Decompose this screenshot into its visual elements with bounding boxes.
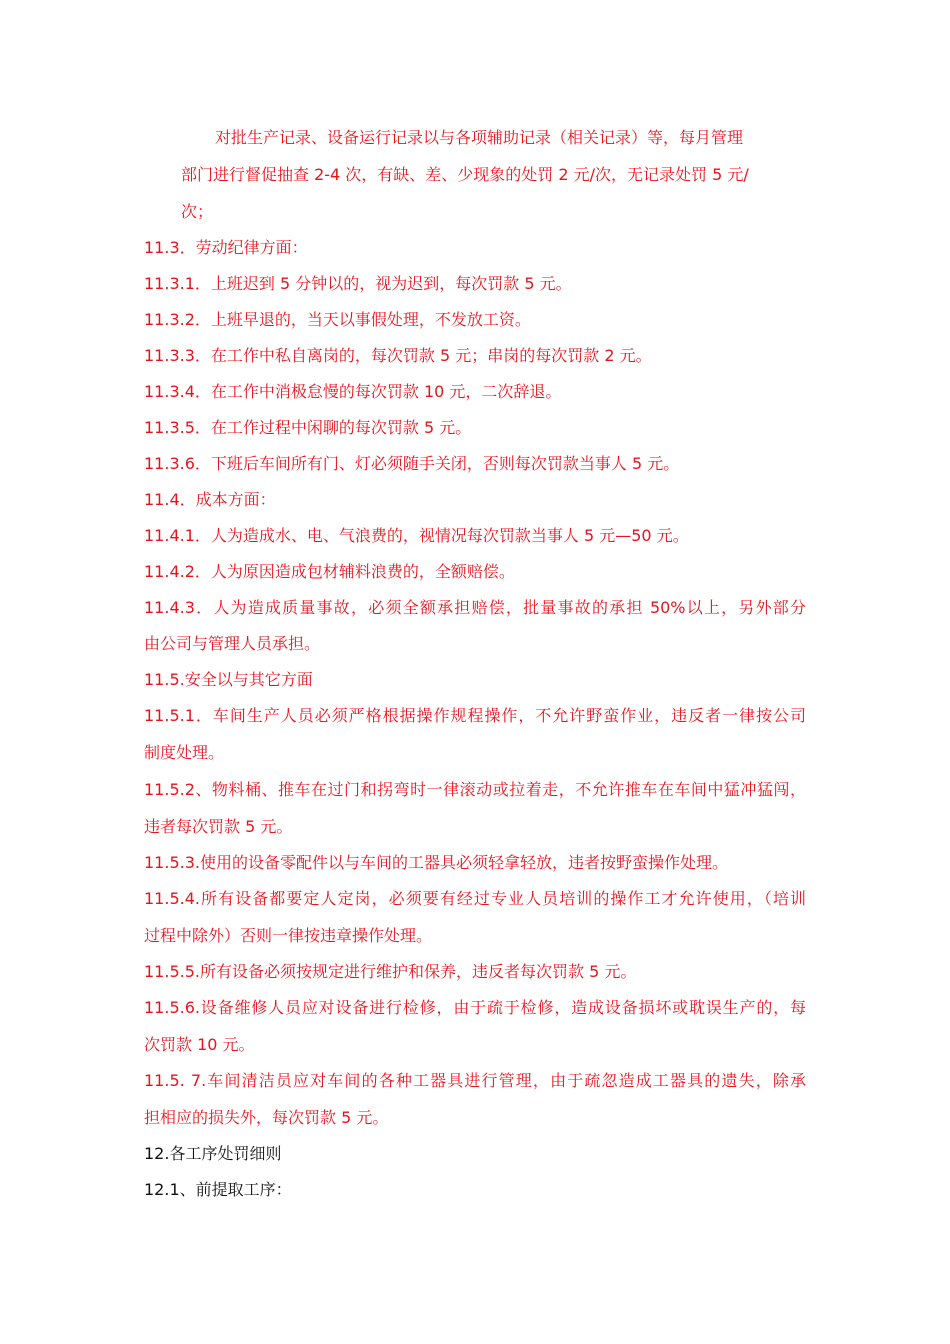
text-line: 次； bbox=[181, 202, 214, 221]
text-line: 部门进行督促抽查 2-4 次，有缺、差、少现象的处罚 2 元/次，无记录处罚 5 元/ bbox=[181, 165, 749, 184]
text-line: 11.3.2．上班早退的，当天以事假处理，不发放工资。 bbox=[144, 310, 531, 329]
text-line: 11.5.5.所有设备必须按规定进行维护和保养，违反者每次罚款 5 元。 bbox=[144, 962, 637, 981]
text-line: 11.5.3.使用的设备零配件以与车间的工器具必须轻拿轻放，违者按野蛮操作处理。 bbox=[144, 853, 728, 872]
section-heading: 12.各工序处罚细则 bbox=[144, 1144, 282, 1163]
text-line: 担相应的损失外，每次罚款 5 元。 bbox=[144, 1108, 389, 1127]
text-line: 违者每次罚款 5 元。 bbox=[144, 817, 293, 836]
text-line: 11.5. 7.车间清洁员应对车间的各种工器具进行管理，由于疏忽造成工器具的遗失，除承 bbox=[144, 1071, 806, 1090]
text-line: 11.5.2、物料桶、推车在过门和拐弯时一律滚动或拉着走，不允许推车在车间中猛冲猛闯， bbox=[144, 780, 806, 799]
text-line: 11.3.3．在工作中私自离岗的，每次罚款 5 元；串岗的每次罚款 2 元。 bbox=[144, 346, 652, 365]
section-heading: 11.5.安全以与其它方面 bbox=[144, 670, 313, 689]
text-line: 11.3.4．在工作中消极怠慢的每次罚款 10 元，二次辞退。 bbox=[144, 382, 562, 401]
text-line: 对批生产记录、设备运行记录以与各项辅助记录（相关记录）等，每月管理 bbox=[215, 128, 744, 147]
text-line: 由公司与管理人员承担。 bbox=[144, 634, 321, 653]
text-line: 11.5.6.设备维修人员应对设备进行检修，由于疏于检修，造成设备损坏或耽误生产的，每 bbox=[144, 998, 806, 1017]
section-heading: 11.4．成本方面： bbox=[144, 490, 276, 509]
text-line: 11.5.4.所有设备都要定人定岗，必须要有经过专业人员培训的操作工才允许使用，（培训 bbox=[144, 889, 806, 908]
text-line: 11.5.1．车间生产人员必须严格根据操作规程操作，不允许野蛮作业，违反者一律按公司 bbox=[144, 706, 806, 725]
section-heading: 12.1、前提取工序： bbox=[144, 1180, 292, 1199]
text-line: 11.3.1．上班迟到 5 分钟以的，视为迟到，每次罚款 5 元。 bbox=[144, 274, 572, 293]
text-line: 11.4.1．人为造成水、电、气浪费的，视情况每次罚款当事人 5 元—50 元。 bbox=[144, 526, 689, 545]
text-line: 11.4.2．人为原因造成包材辅料浪费的，全额赔偿。 bbox=[144, 562, 515, 581]
text-line: 11.3.5．在工作过程中闲聊的每次罚款 5 元。 bbox=[144, 418, 472, 437]
text-line: 过程中除外）否则一律按违章操作处理。 bbox=[144, 926, 433, 945]
text-line: 次罚款 10 元。 bbox=[144, 1035, 255, 1054]
text-line: 11.3.6．下班后车间所有门、灯必须随手关闭，否则每次罚款当事人 5 元。 bbox=[144, 454, 680, 473]
text-line: 制度处理。 bbox=[144, 743, 225, 762]
text-line: 11.4.3．人为造成质量事故，必须全额承担赔偿，批量事故的承担 50%以上，另外部分 bbox=[144, 598, 806, 617]
section-heading: 11.3．劳动纪律方面： bbox=[144, 238, 308, 257]
